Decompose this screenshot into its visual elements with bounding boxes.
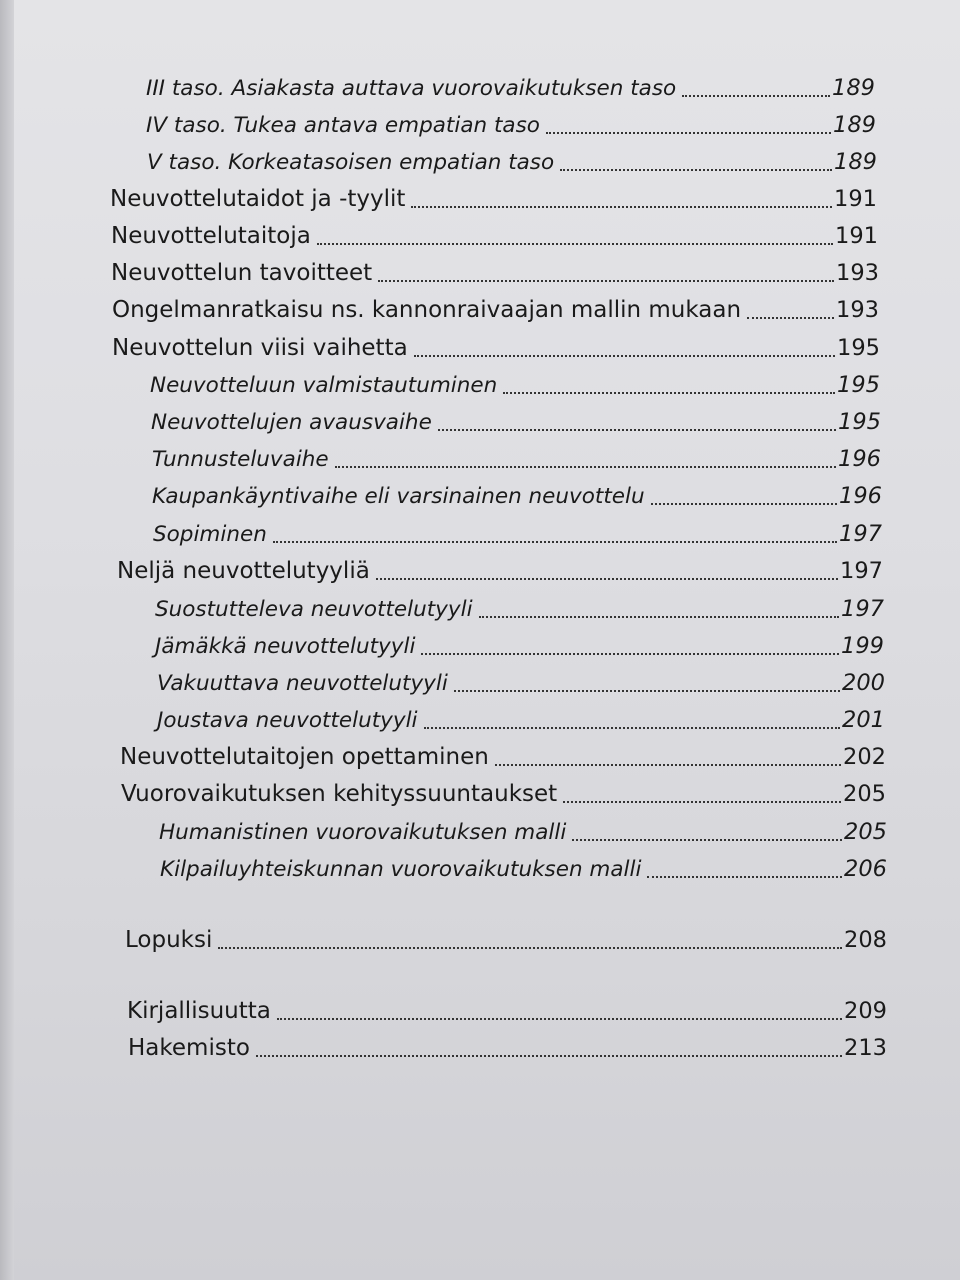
toc-entry-title: Kirjallisuutta xyxy=(127,998,271,1024)
toc-entry xyxy=(153,518,882,550)
toc-entry xyxy=(111,257,879,289)
toc-entry xyxy=(112,294,879,326)
toc-entry xyxy=(125,924,887,956)
toc-entry xyxy=(111,220,878,252)
toc-entry-title: Sopiminen xyxy=(153,522,267,547)
dot-leader xyxy=(378,279,834,282)
toc-entry xyxy=(159,816,887,848)
toc-entry-page-number: 193 xyxy=(836,297,879,323)
toc-entry-title: Vuorovaikutuksen kehityssuuntaukset xyxy=(121,781,558,807)
toc-entry xyxy=(127,995,887,1027)
toc-entry-title: Lopuksi xyxy=(125,927,213,953)
toc-entry-title: Tunnusteluvaihe xyxy=(152,447,329,472)
toc-entry-title: Neljä neuvottelutyyliä xyxy=(117,558,370,584)
toc-entry xyxy=(117,555,883,587)
toc-entry-page-number: 195 xyxy=(837,335,880,361)
toc-entry-page-number: 205 xyxy=(844,819,887,845)
toc-entry-page-number: 209 xyxy=(844,998,887,1024)
toc-entry-page-number: 201 xyxy=(842,707,885,733)
dot-leader xyxy=(335,465,836,468)
toc-entry-page-number: 196 xyxy=(838,446,881,472)
dot-leader xyxy=(560,168,832,171)
toc-entry-title: Neuvottelujen avausvaihe xyxy=(151,410,432,435)
toc-entry-title: Ongelmanratkaisu ns. kannonraivaajan mallin mukaan xyxy=(112,297,742,323)
toc-entry-title: Joustava neuvottelutyyli xyxy=(157,708,418,733)
toc-entry-title: Neuvotteluun valmistautuminen xyxy=(150,373,498,398)
toc-entry-page-number: 199 xyxy=(841,633,884,659)
dot-leader xyxy=(479,615,839,618)
toc-entry-page-number: 195 xyxy=(837,372,880,398)
toc-entry-page-number: 200 xyxy=(842,670,885,696)
toc-entry xyxy=(160,853,887,885)
dot-leader xyxy=(256,1054,842,1057)
dot-leader xyxy=(273,540,837,543)
dot-leader xyxy=(421,652,839,655)
toc-entry-page-number: 191 xyxy=(835,223,878,249)
toc-entry-page-number: 196 xyxy=(839,483,882,509)
toc-entry-page-number: 206 xyxy=(844,856,887,882)
toc-entry xyxy=(150,369,880,401)
toc-entry-title: Hakemisto xyxy=(128,1035,250,1061)
toc-entry xyxy=(112,332,880,364)
toc-entry-title: Jämäkkä neuvottelutyyli xyxy=(155,634,416,659)
toc-entry-title: IV taso. Tukea antava empatian taso xyxy=(146,113,540,138)
toc-entry-page-number: 191 xyxy=(834,186,877,212)
toc-entry-title: Neuvottelutaidot ja -tyylit xyxy=(110,186,406,212)
toc-entry xyxy=(121,778,886,810)
dot-leader xyxy=(647,875,842,878)
toc-entry xyxy=(152,443,881,475)
toc-entry-page-number: 197 xyxy=(840,558,883,584)
dot-leader xyxy=(438,428,836,431)
toc-entry-title: Neuvottelutaitoja xyxy=(111,223,311,249)
dot-leader xyxy=(546,131,831,134)
toc-entry-title: Neuvottelutaitojen opettaminen xyxy=(120,744,489,770)
dot-leader xyxy=(747,316,834,319)
toc-entry xyxy=(157,667,885,699)
toc-entry xyxy=(152,480,882,512)
toc-entry-title: Neuvottelun tavoitteet xyxy=(111,260,373,286)
toc-entry-page-number: 189 xyxy=(833,112,876,138)
toc-entry xyxy=(155,630,884,662)
toc-entry-page-number: 189 xyxy=(834,149,877,175)
toc-entry-title: Suostutteleva neuvottelutyyli xyxy=(155,597,473,622)
toc-entry-page-number: 202 xyxy=(843,744,886,770)
toc-entry-page-number: 195 xyxy=(838,409,881,435)
toc-entry xyxy=(157,704,885,736)
dot-leader xyxy=(572,838,842,841)
dot-leader xyxy=(682,94,830,97)
toc-entry xyxy=(146,72,875,104)
toc-entry xyxy=(110,183,877,215)
toc-entry-page-number: 197 xyxy=(841,596,884,622)
toc-entry-title: Kilpailuyhteiskunnan vuorovaikutuksen malli xyxy=(160,857,642,882)
toc-entry-page-number: 193 xyxy=(836,260,879,286)
dot-leader xyxy=(414,354,835,357)
toc-entry-title: III taso. Asiakasta auttava vuorovaikutuksen taso xyxy=(146,76,677,101)
toc-entry xyxy=(128,1032,887,1064)
dot-leader xyxy=(317,242,833,245)
dot-leader xyxy=(277,1017,842,1020)
toc-entry-title: Vakuuttava neuvottelutyyli xyxy=(157,671,448,696)
toc-entry-page-number: 197 xyxy=(839,521,882,547)
toc-entry xyxy=(155,593,884,625)
toc-entry xyxy=(147,146,877,178)
toc-entry-title: V taso. Korkeatasoisen empatian taso xyxy=(147,150,555,175)
toc-entry-page-number: 213 xyxy=(844,1035,887,1061)
toc-entry xyxy=(120,741,886,773)
dot-leader xyxy=(495,763,841,766)
dot-leader xyxy=(218,946,842,949)
toc-entry-page-number: 205 xyxy=(843,781,886,807)
dot-leader xyxy=(454,689,840,692)
toc-entry-page-number: 189 xyxy=(832,75,875,101)
toc-entry-title: Neuvottelun viisi vaihetta xyxy=(112,335,408,361)
dot-leader xyxy=(376,577,838,580)
dot-leader xyxy=(563,800,841,803)
dot-leader xyxy=(503,391,835,394)
toc-entry-page-number: 208 xyxy=(844,927,887,953)
dot-leader xyxy=(424,726,841,729)
toc-entry-title: Kaupankäyntivaihe eli varsinainen neuvottelu xyxy=(152,484,645,509)
dot-leader xyxy=(411,205,832,208)
toc-entry xyxy=(146,109,876,141)
dot-leader xyxy=(651,502,837,505)
toc-entry-title: Humanistinen vuorovaikutuksen malli xyxy=(159,820,567,845)
toc-entry xyxy=(151,406,881,438)
